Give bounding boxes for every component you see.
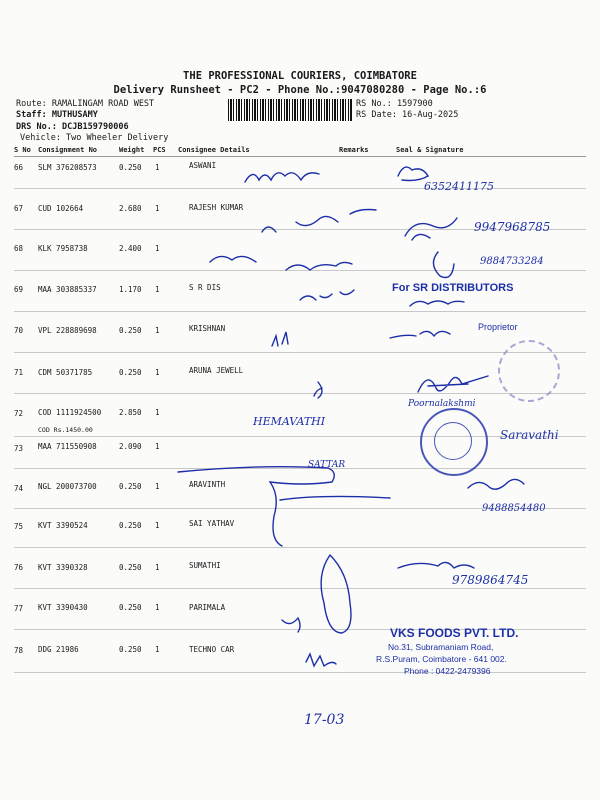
row-72-cod-note: COD Rs.1450.00 xyxy=(38,426,93,434)
row-69-consignment: MAA 303885337 xyxy=(38,285,97,294)
rs-date: RS Date: 16-Aug-2025 xyxy=(356,110,459,120)
row-66-consignee: ASWANI xyxy=(189,161,217,170)
row-77-consignee: PARIMALA xyxy=(189,603,226,612)
handwritten-signature-73: Saravathi xyxy=(500,428,559,442)
sr-distributors-stamp: For SR DISTRIBUTORS xyxy=(392,282,514,294)
row-74-consignment: NGL 200073700 xyxy=(38,482,97,491)
vks-company-stamp: VKS FOODS PVT. LTD. xyxy=(390,626,519,640)
row-68-weight: 2.400 xyxy=(119,244,142,253)
row-78-sno: 78 xyxy=(14,646,24,655)
company-title: THE PROFESSIONAL COURIERS, COIMBATORE xyxy=(183,70,417,82)
row-68-sno: 68 xyxy=(14,244,24,253)
row-70-pcs: 1 xyxy=(155,326,160,335)
col-seal-signature: Seal & Signature xyxy=(396,146,464,154)
row-73-consignment: MAA 711550908 xyxy=(38,442,97,451)
handwritten-bottom-note: 17-03 xyxy=(304,712,345,728)
signature-67 xyxy=(405,218,457,240)
vks-phone: Phone : 0422-2479396 xyxy=(404,666,491,676)
row-66-pcs: 1 xyxy=(155,163,160,172)
row-67-weight: 2.680 xyxy=(119,204,142,213)
handwritten-phone-67: 9947968785 xyxy=(474,220,551,234)
row-70-weight: 0.250 xyxy=(119,326,142,335)
scribble-70-remark xyxy=(272,332,288,346)
row-69-consignee: S R DIS xyxy=(189,283,221,292)
row-73-weight: 2.090 xyxy=(119,442,142,451)
proprietor-stamp: Proprietor xyxy=(478,322,518,332)
row-67-consignee: RAJESH KUMAR xyxy=(189,203,244,212)
row-66-sno: 66 xyxy=(14,163,24,172)
vehicle-label: Vehicle: Two Wheeler Delivery xyxy=(20,133,169,143)
row-69-sno: 69 xyxy=(14,285,24,294)
col-consignee: Consignee Details xyxy=(178,146,250,154)
row-77-consignment: KVT 3390430 xyxy=(38,603,88,612)
row-77-sno: 77 xyxy=(14,604,24,613)
col-weight: Weight xyxy=(119,146,145,154)
scribble-71-remark xyxy=(314,382,322,398)
row-72-pcs: 1 xyxy=(155,408,160,417)
row-78-pcs: 1 xyxy=(155,645,160,654)
row-70-sno: 70 xyxy=(14,326,24,335)
signature-68 xyxy=(433,252,454,278)
scribble-76-loop xyxy=(321,555,351,633)
row-70-consignee: KRISHNAN xyxy=(189,324,226,333)
staff-label: Staff: MUTHUSAMY xyxy=(16,110,98,120)
row-76-weight: 0.250 xyxy=(119,563,142,572)
row-67-consignment: CUD 102664 xyxy=(38,204,84,213)
row-76-sno: 76 xyxy=(14,563,24,572)
handwritten-phone-76: 9789864745 xyxy=(452,573,529,587)
signature-69 xyxy=(410,301,464,306)
row-71-weight: 0.250 xyxy=(119,368,142,377)
row-66-weight: 0.250 xyxy=(119,163,142,172)
route-label: Route: RAMALINGAM ROAD WEST xyxy=(16,99,155,109)
row-75-consignment: KVT 3390524 xyxy=(38,521,88,530)
signature-74 xyxy=(280,479,524,500)
signature-66 xyxy=(398,167,428,180)
row-76-consignment: KVT 3390328 xyxy=(38,563,88,572)
row-77-pcs: 1 xyxy=(155,603,160,612)
scribble-68-remark xyxy=(210,256,352,270)
row-70-consignment: VPL 228889698 xyxy=(38,326,97,335)
scribble-67-remark xyxy=(262,210,376,233)
row-74-sno: 74 xyxy=(14,484,24,493)
row-67-sno: 67 xyxy=(14,204,24,213)
scribble-78-remark xyxy=(306,654,336,666)
col-consignment: Consignment No xyxy=(38,146,98,154)
col-sno: S No xyxy=(14,146,31,154)
row-71-consignment: CDM 50371785 xyxy=(38,368,93,377)
row-76-consignee: SUMATHI xyxy=(189,561,221,570)
vks-address-line1: No.31, Subramaniam Road, xyxy=(388,642,494,652)
row-68-consignment: KLK 7958738 xyxy=(38,244,88,253)
row-73-sno: 73 xyxy=(14,444,24,453)
runsheet-subtitle: Delivery Runsheet - PC2 - Phone No.:9047080280 - Page No.:6 xyxy=(113,84,487,96)
row-72-sno: 72 xyxy=(14,409,24,418)
scribble-69-remark xyxy=(300,290,354,300)
row-66-consignment: SLM 376208573 xyxy=(38,163,97,172)
row-69-pcs: 1 xyxy=(155,285,160,294)
row-72-consignment: COD 1111924500 xyxy=(38,408,102,417)
handwritten-name-72: HEMAVATHI xyxy=(253,415,326,428)
handwritten-name-73: SATTAR xyxy=(308,460,346,470)
row-75-pcs: 1 xyxy=(155,521,160,530)
signature-76 xyxy=(398,562,474,568)
vks-address-line2: R.S.Puram, Coimbatore - 641 002. xyxy=(376,654,507,664)
rs-number: RS No.: 1597900 xyxy=(356,99,433,109)
handwritten-phone-74: 9488854480 xyxy=(482,503,546,514)
row-78-consignment: DDG 21986 xyxy=(38,645,79,654)
row-76-pcs: 1 xyxy=(155,563,160,572)
handwritten-phone-66: 6352411175 xyxy=(424,180,494,193)
row-71-consignee: ARUNA JEWELL xyxy=(189,366,244,375)
col-pcs: PCS xyxy=(153,146,166,154)
handwritten-phone-68: 9884733284 xyxy=(480,256,544,267)
row-74-weight: 0.250 xyxy=(119,482,142,491)
col-remarks: Remarks xyxy=(339,146,369,154)
row-72-weight: 2.850 xyxy=(119,408,142,417)
drs-label: DRS No.: DCJB159790006 xyxy=(16,122,129,132)
row-67-pcs: 1 xyxy=(155,204,160,213)
row-73-pcs: 1 xyxy=(155,442,160,451)
loop-74-75 xyxy=(178,467,334,546)
row-68-pcs: 1 xyxy=(155,244,160,253)
row-75-sno: 75 xyxy=(14,522,24,531)
signature-70 xyxy=(390,331,450,338)
scribble-77-remark xyxy=(282,618,300,632)
row-74-pcs: 1 xyxy=(155,482,160,491)
row-78-consignee: TECHNO CAR xyxy=(189,645,235,654)
handwritten-signature-72: Poornalakshmi xyxy=(408,399,476,409)
row-71-sno: 71 xyxy=(14,368,24,377)
row-77-weight: 0.250 xyxy=(119,603,142,612)
row-75-weight: 0.250 xyxy=(119,521,142,530)
scribble-66-remark xyxy=(245,173,319,182)
row-69-weight: 1.170 xyxy=(119,285,142,294)
row-75-consignee: SAI YATHAV xyxy=(189,519,235,528)
row-71-pcs: 1 xyxy=(155,368,160,377)
signature-71 xyxy=(418,376,488,392)
row-78-weight: 0.250 xyxy=(119,645,142,654)
row-74-consignee: ARAVINTH xyxy=(189,480,226,489)
